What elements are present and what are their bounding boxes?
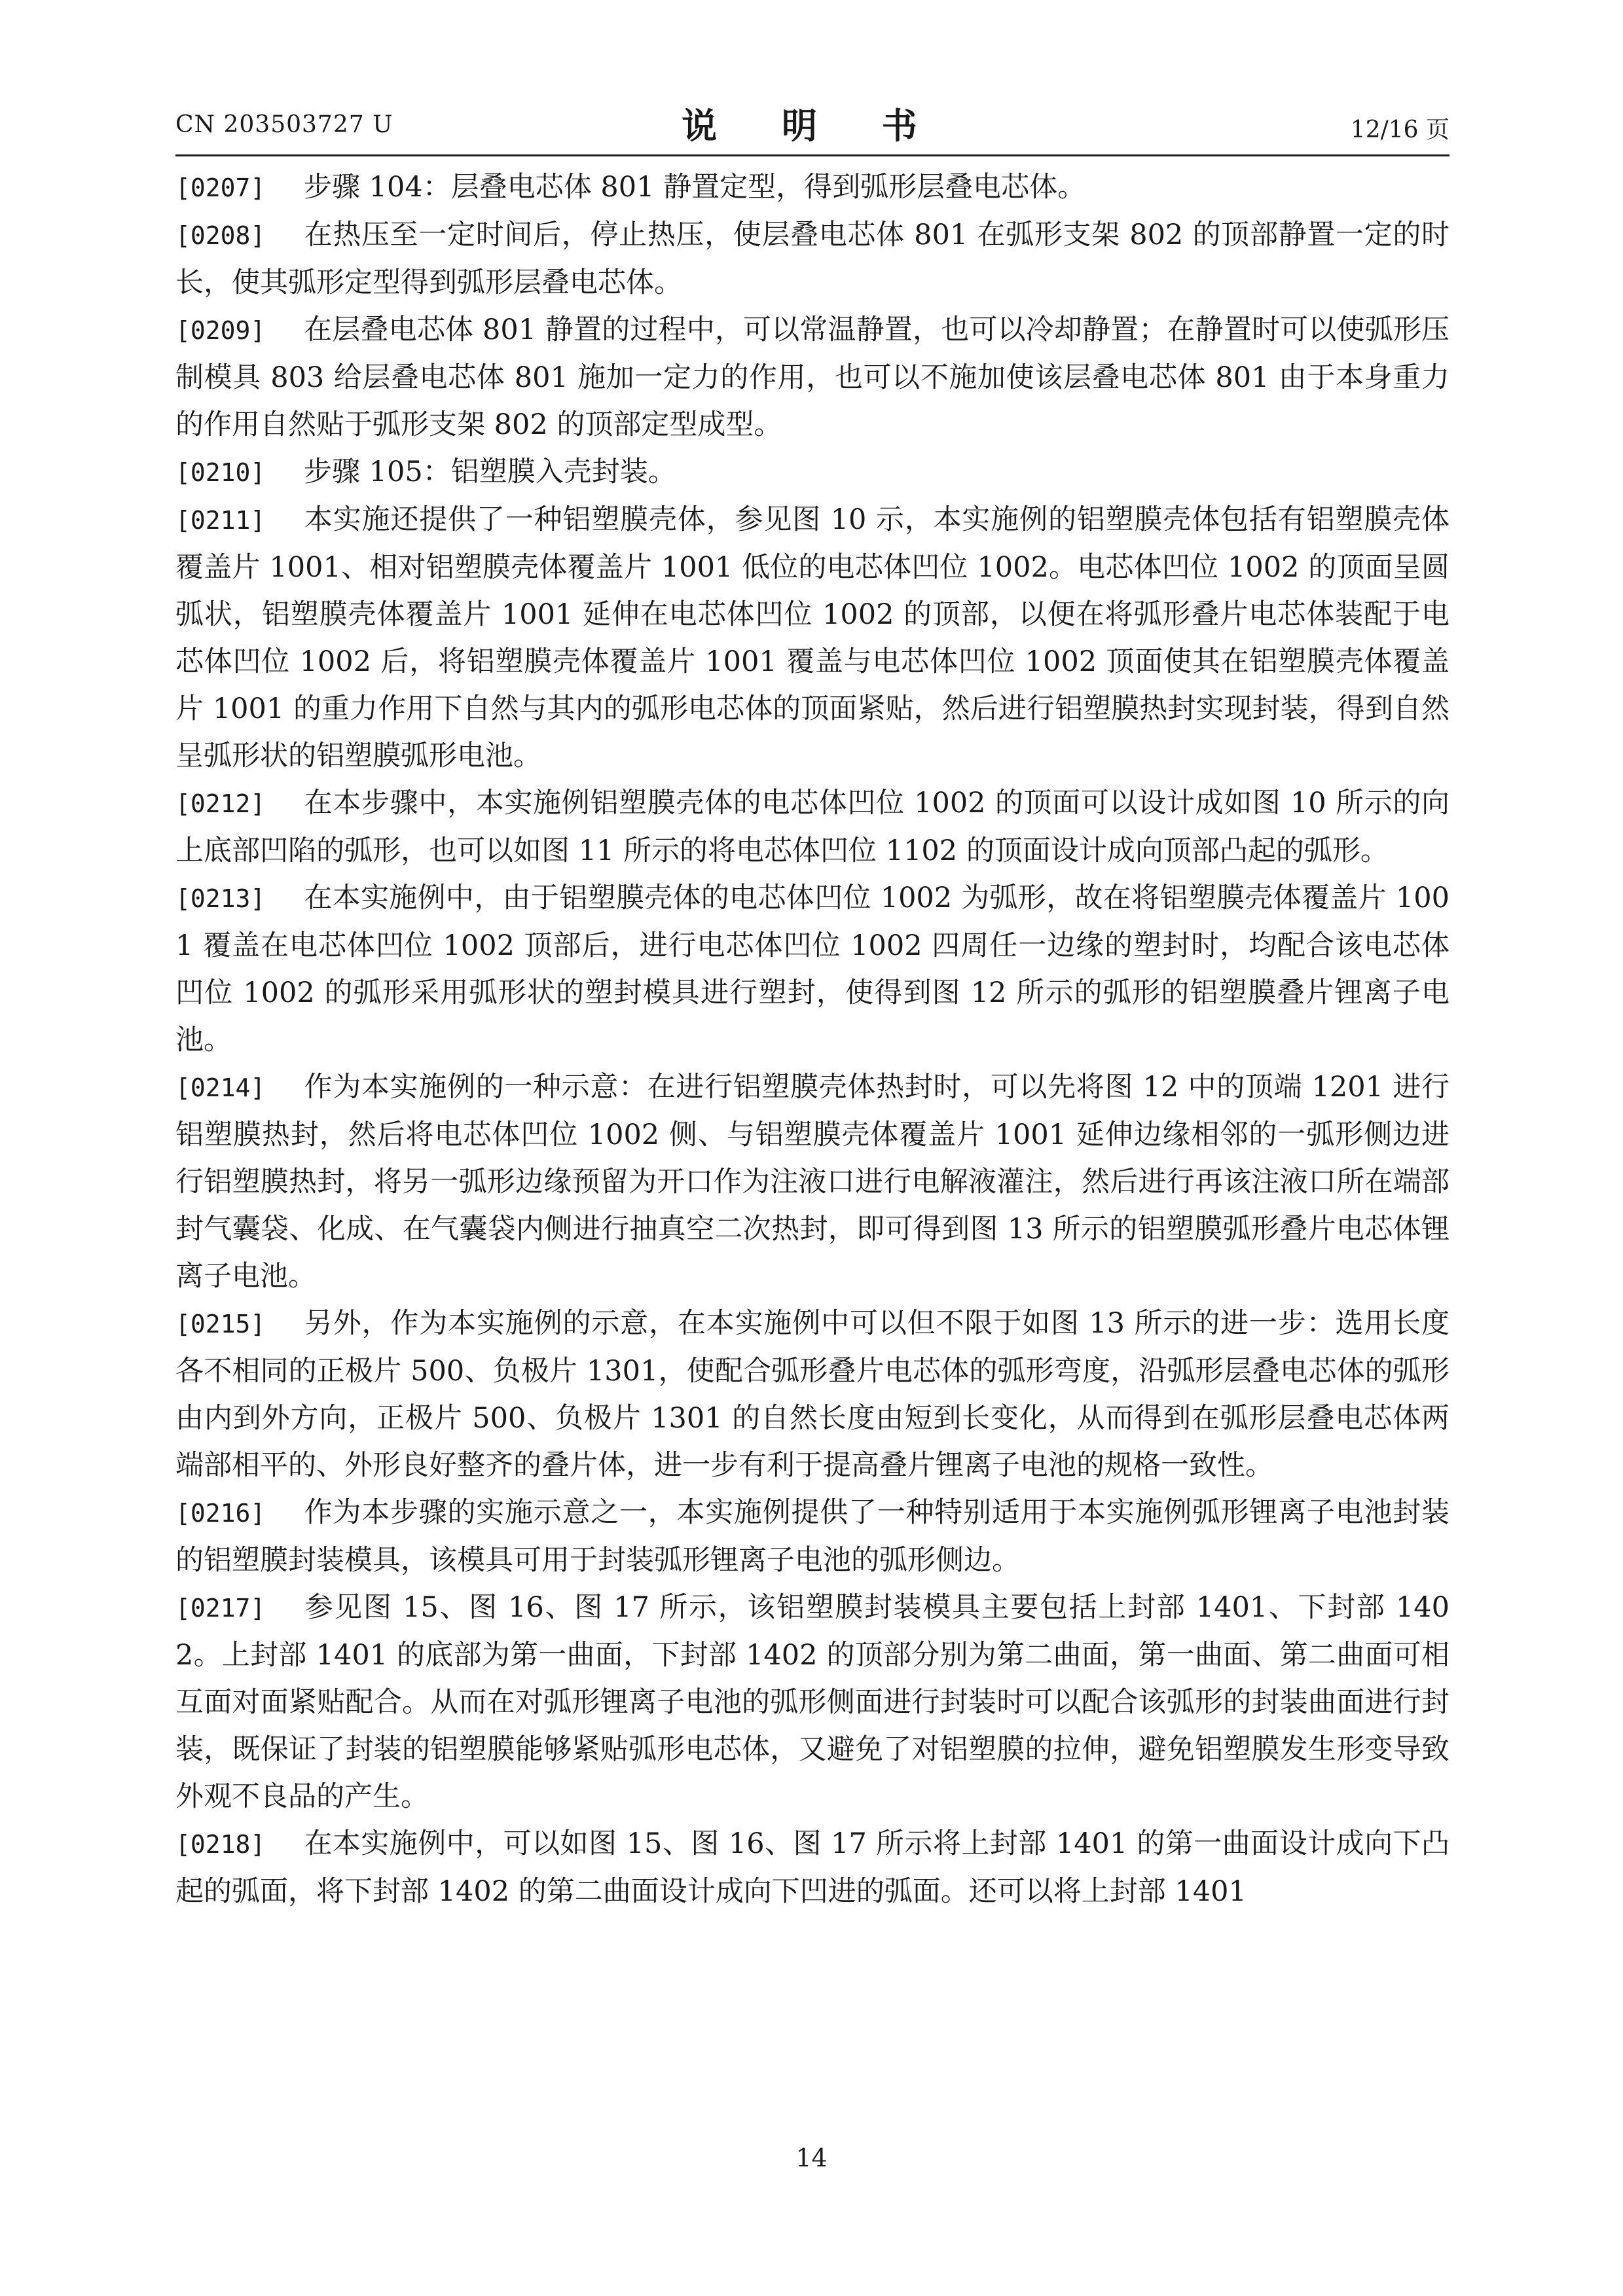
paragraph-0218: [175, 1820, 1450, 1915]
paragraph-text: 在本步骤中，本实施例铝塑膜壳体的电芯体凹位 1002 的顶面可以设计成如图 10 所示的向上底部凹陷的弧形，也可以如图 11 所示的将电芯体凹位 1102 的顶面设计成向顶部凸起的弧形。: [175, 787, 1450, 867]
paragraph-0214: [175, 1064, 1450, 1300]
paragraph-number: [0210]: [175, 458, 266, 487]
paragraph-number: [0211]: [175, 506, 266, 535]
paragraph-0210: [175, 448, 1450, 496]
paragraph-number: [0214]: [175, 1073, 266, 1102]
paragraph-number: [0213]: [175, 884, 266, 913]
paragraph-text: 参见图 15、图 16、图 17 所示，该铝塑膜封装模具主要包括上封部 1401、下封部 1402。上封部 1401 的底部为第一曲面，下封部 1402 的顶部分别为第二曲面，第一曲面、第二曲面可相互面对面紧贴配合。从而在对弧形锂离子电池的弧形侧面进行封装时可以配合该弧形的封装曲面进行封装，既保证了封装的铝塑膜能够紧贴弧形电芯体，又避免了对铝塑膜的拉伸，避免铝塑膜发生形变导致外观不良品的产生。: [175, 1591, 1450, 1813]
paragraph-text: 步骤 104：层叠电芯体 801 静置定型，得到弧形层叠电芯体。: [304, 171, 1086, 204]
header-divider: [175, 154, 1450, 156]
patent-number: CN 203503727 U: [175, 111, 393, 138]
paragraph-0209: [175, 306, 1450, 448]
paragraph-number: [0217]: [175, 1594, 266, 1623]
paragraph-text: 作为本步骤的实施示意之一，本实施例提供了一种特别适用于本实施例弧形锂离子电池封装的铝塑膜封装模具，该模具可用于封装弧形锂离子电池的弧形侧边。: [175, 1496, 1450, 1577]
paragraph-0211: [175, 496, 1450, 780]
paragraph-text: 在热压至一定时间后，停止热压，使层叠电芯体 801 在弧形支架 802 的顶部静置一定的时长，使其弧形定型得到弧形层叠电芯体。: [175, 219, 1450, 299]
page-counter: 12/16 页: [1350, 117, 1450, 143]
paragraph-0207: [175, 164, 1450, 211]
paragraph-text: 作为本实施例的一种示意：在进行铝塑膜壳体热封时，可以先将图 12 中的顶端 1201 进行铝塑膜热封，然后将电芯体凹位 1002 侧、与铝塑膜壳体覆盖片 1001 延伸边缘相邻的一弧形侧边进行铝塑膜热封，将另一弧形边缘预留为开口作为注液口进行电解液灌注，然后进行再该注液口所在端部封气囊袋、化成、在气囊袋内侧进行抽真空二次热封，即可得到图 13 所示的铝塑膜弧形叠片电芯体锂离子电池。: [175, 1071, 1450, 1293]
paragraph-number: [0208]: [175, 221, 266, 250]
document-title: 说 明 书: [682, 105, 943, 147]
paragraph-text: 本实施还提供了一种铝塑膜壳体，参见图 10 示，本实施例的铝塑膜壳体包括有铝塑膜壳体覆盖片 1001、相对铝塑膜壳体覆盖片 1001 低位的电芯体凹位 1002。电芯体凹位 1002 的顶面呈圆弧状，铝塑膜壳体覆盖片 1001 延伸在电芯体凹位 1002 的顶部，以便在将弧形叠片电芯体装配于电芯体凹位 1002 后，将铝塑膜壳体覆盖片 1001 覆盖与电芯体凹位 1002 顶面使其在铝塑膜壳体覆盖片 1001 的重力作用下自然与其内的弧形电芯体的顶面紧贴，然后进行铝塑膜热封实现封装，得到自然呈弧形状的铝塑膜弧形电池。: [175, 503, 1450, 772]
paragraph-text: 步骤 105：铝塑膜入壳封装。: [304, 456, 676, 488]
paragraph-0208: [175, 211, 1450, 306]
paragraph-text: 在本实施例中，由于铝塑膜壳体的电芯体凹位 1002 为弧形，故在将铝塑膜壳体覆盖片 1001 覆盖在电芯体凹位 1002 顶部后，进行电芯体凹位 1002 四周任一边缘的塑封时，均配合该电芯体凹位 1002 的弧形采用弧形状的塑封模具进行塑封，使得到图 12 所示的弧形的铝塑膜叠片锂离子电池。: [175, 882, 1450, 1056]
paragraph-text: 在层叠电芯体 801 静置的过程中，可以常温静置，也可以冷却静置；在静置时可以使弧形压制模具 803 给层叠电芯体 801 施加一定力的作用，也可以不施加使该层叠电芯体 801 由于本身重力的作用自然贴于弧形支架 802 的顶部定型成型。: [175, 314, 1450, 441]
paragraph-0213: [175, 874, 1450, 1064]
paragraph-number: [0212]: [175, 789, 266, 818]
paragraph-0216: [175, 1489, 1450, 1584]
paragraph-text: 在本实施例中，可以如图 15、图 16、图 17 所示将上封部 1401 的第一曲面设计成向下凸起的弧面，将下封部 1402 的第二曲面设计成向下凹进的弧面。还可以将上封部 1401: [175, 1827, 1450, 1908]
paragraph-number: [0215]: [175, 1310, 266, 1338]
paragraph-number: [0218]: [175, 1830, 266, 1859]
page-number: 14: [795, 2144, 828, 2172]
paragraph-0212: [175, 780, 1450, 874]
paragraph-text: 另外，作为本实施例的示意，在本实施例中可以但不限于如图 13 所示的进一步：选用长度各不相同的正极片 500、负极片 1301，使配合弧形叠片电芯体的弧形弯度，沿弧形层叠电芯体的弧形由内到外方向，正极片 500、负极片 1301 的自然长度由短到长变化，从而得到在弧形层叠电芯体两端部相平的、外形良好整齐的叠片体，进一步有利于提高叠片锂离子电池的规格一致性。: [175, 1307, 1450, 1482]
paragraph-number: [0209]: [175, 316, 266, 345]
paragraph-number: [0207]: [175, 173, 266, 202]
document-body: [175, 164, 1450, 1915]
page-header: [175, 98, 1450, 151]
paragraph-number: [0216]: [175, 1499, 266, 1528]
paragraph-0217: [175, 1584, 1450, 1820]
paragraph-0215: [175, 1300, 1450, 1489]
